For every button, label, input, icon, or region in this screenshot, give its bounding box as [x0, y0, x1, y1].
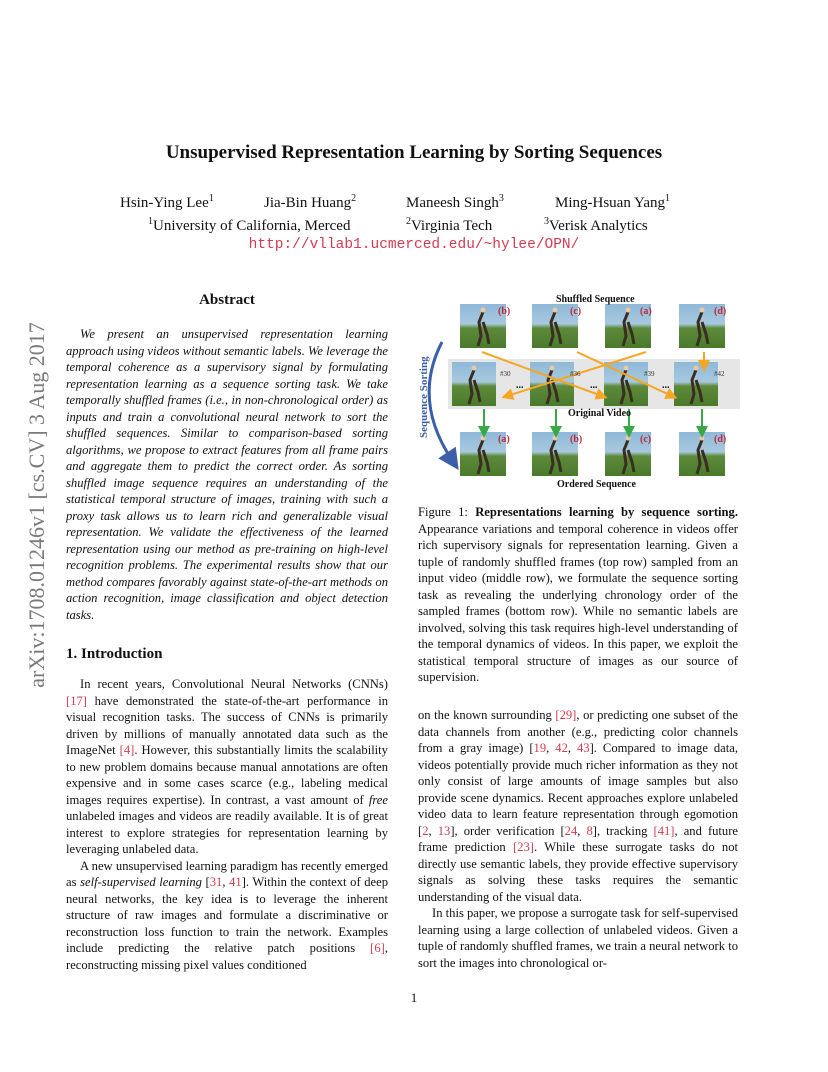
figure-1	[412, 290, 742, 495]
citation[interactable]: [29]	[555, 708, 577, 722]
top-tag-3: (a)	[640, 306, 652, 317]
top-tag-1: (b)	[498, 306, 511, 317]
abstract-body	[66, 326, 388, 623]
ellipsis: ...	[590, 380, 598, 391]
golfer-head	[694, 366, 699, 371]
bottom-tag-1: (a)	[498, 434, 510, 445]
citation[interactable]: [41]	[653, 823, 675, 838]
golfer-head	[624, 366, 629, 371]
citation[interactable]: 19	[533, 741, 547, 755]
golfer-head	[481, 436, 486, 441]
affiliation-1: $^1$University of California, Merced	[148, 216, 351, 234]
golfer-head	[700, 308, 705, 313]
citation[interactable]: 13	[437, 823, 451, 838]
bottom-tag-2: (b)	[570, 434, 583, 445]
caption-bold: Representations learning by sequence sorting.	[475, 505, 738, 519]
abstract-heading: Abstract	[199, 292, 255, 308]
arxiv-id: arXiv:1708.01246v1 [cs.CV] 3 Aug 2017	[24, 322, 49, 688]
author-4: Ming-Hsuan Yang$^1$	[555, 193, 671, 211]
golfer-head	[481, 308, 486, 313]
top-tag-4: (d)	[714, 306, 727, 317]
frame-id-3: #39	[644, 370, 655, 378]
citation[interactable]: [6]	[370, 941, 385, 955]
citation[interactable]: [17]	[66, 693, 87, 708]
bottom-tag-4: (d)	[714, 434, 727, 445]
golfer-head	[626, 308, 631, 313]
author-1: Hsin-Ying Lee$^1$	[120, 193, 214, 211]
frame-id-4: #42	[714, 370, 725, 378]
right-paragraph-2: In this paper, we propose a surrogate task for self-supervised learning using a large collection of unlabeled videos. Given a tuple of randomly shuffled frames, we train a neural network to sort the images into chronological or-	[418, 906, 738, 970]
golfer-head	[626, 436, 631, 441]
caption-text: Appearance variations and temporal coherence in videos offer rich supervisory signals for representation learning. Given a tuple of randomly shuffled frames (top row) sampled from an input video (middle row), we formulate the sequence sorting task as revealing the underlying chronology order of the sampled frames (bottom row). While no semantic labels are involved, solving this task requires high-level understanding of the temporal dynamics of videos. In this paper, we exploit the statistical temporal structure of images as our source of supervision.	[418, 521, 738, 684]
ordered-sequence-label: Ordered Sequence	[557, 479, 636, 490]
golfer-head	[553, 308, 558, 313]
golfer-head	[553, 436, 558, 441]
shuffled-sequence-label: Shuffled Sequence	[556, 294, 635, 305]
figure-caption	[418, 504, 738, 686]
author-3: Maneesh Singh$^3$	[406, 193, 504, 211]
bottom-tag-3: (c)	[640, 434, 652, 445]
top-tag-2: (c)	[570, 306, 582, 317]
affiliation-3: $^3$Verisk Analytics	[544, 216, 648, 234]
frame-id-2: #36	[570, 370, 581, 378]
citation[interactable]: 24	[564, 823, 578, 838]
citation[interactable]: 41	[229, 875, 242, 889]
golfer-head	[700, 436, 705, 441]
author-2: Jia-Bin Huang$^2$	[264, 193, 357, 211]
intro-heading: 1. Introduction	[66, 646, 163, 662]
ellipsis: ...	[516, 380, 524, 391]
abstract-text: We present an unsupervised representation learning approach using videos without semantic labels. We leverage the temporal coherence as a supervisory signal by formulating representation learning as a sequence sorting task. We take temporally shuffled frames (i.e., in non-chronological order) as inputs and train a convolutional neural network to sort the shuffled sequences. Similar to comparison-based sorting algorithms, we propose to extract features from all frame pairs and aggregate them to predict the correct order. As sorting shuffled image sequence requires an understanding of the statistical temporal structure of images, training with such a proxy task allows us to learn rich and generalizable visual representation. We validate the effectiveness of the learned representation using our method as pre-training on high-level recognition problems. The experimental results show that our method compares favorably against state-of-the-art methods on action recognition, image classification and object detection tasks.	[66, 327, 388, 622]
intro-paragraph-1: In recent years, Convolutional Neural Networks (CNNs) [17] have demonstrated the state-of-the-art performance in visual recognition tasks. The success of CNNs is primarily driven by millions of manually annotated data such as the ImageNet [4]. However, this substantially limits the scalability to new problem domains because manual annotations are often expensive and in some cases scarce (e.g., labeling medical images requires expertise). In contrast, a vast amount of free unlabeled images and videos are readily available. It is of great interest to explore strategies for representation learning by leveraging unlabeled data.	[66, 677, 388, 856]
citation[interactable]: 2	[422, 823, 429, 838]
original-video-label: Original Video	[568, 408, 632, 419]
citation[interactable]: [23]	[513, 840, 534, 854]
intro-body	[66, 676, 388, 973]
paper-title: Unsupervised Representation Learning by Sorting Sequences	[165, 142, 663, 163]
ellipsis: ...	[662, 380, 670, 391]
frame-id-1: #30	[500, 370, 511, 378]
right-paragraph-1: on the known surrounding [29], or predicting one subset of the data channels from another (e.g., predicting color channels from a gray image) [19, 42, 43]. Compared to image data, videos potentially provide much richer information as they not only consist of large amounts of image samples but also provide scene dynamics. Recent approaches explore unlabeled video data to learn feature representation through egomotion [2, 13], order verification [24, 8], tracking [41], and future frame prediction [23]. While these surrogate tasks do not directly use semantic labels, they provide effective supervisory signals as solving these tasks requires the semantic understanding of the visual data.	[418, 708, 739, 904]
right-column-body	[418, 707, 738, 971]
sequence-sorting-label: Sequence Sorting	[418, 356, 430, 438]
page-number: 1	[410, 990, 418, 1005]
arxiv-sidebar	[22, 290, 52, 720]
citation[interactable]: 42	[555, 741, 568, 755]
golfer-head	[550, 366, 555, 371]
golfer-head	[472, 366, 477, 371]
citation[interactable]: 43	[577, 741, 590, 755]
caption-prefix: Figure 1:	[418, 505, 476, 519]
affiliation-2: $^2$Virginia Tech	[406, 216, 493, 234]
project-url[interactable]: http://vllab1.ucmerced.edu/~hylee/OPN/	[248, 237, 580, 253]
intro-paragraph-2: A new unsupervised learning paradigm has recently emerged as self-supervised learning [31, 41]. Within the context of deep neural networks, the key idea is to leverage the inherent structure of raw images and formulate a discriminative or reconstruction loss function to train the network. Examples include predicting the relative patch positions [6], reconstructing missing pixel values conditioned	[66, 858, 389, 972]
figure-diagram	[412, 290, 742, 495]
citation[interactable]: [4]	[119, 743, 135, 757]
citation[interactable]: 8	[586, 823, 593, 838]
citation[interactable]: 31	[209, 875, 223, 889]
